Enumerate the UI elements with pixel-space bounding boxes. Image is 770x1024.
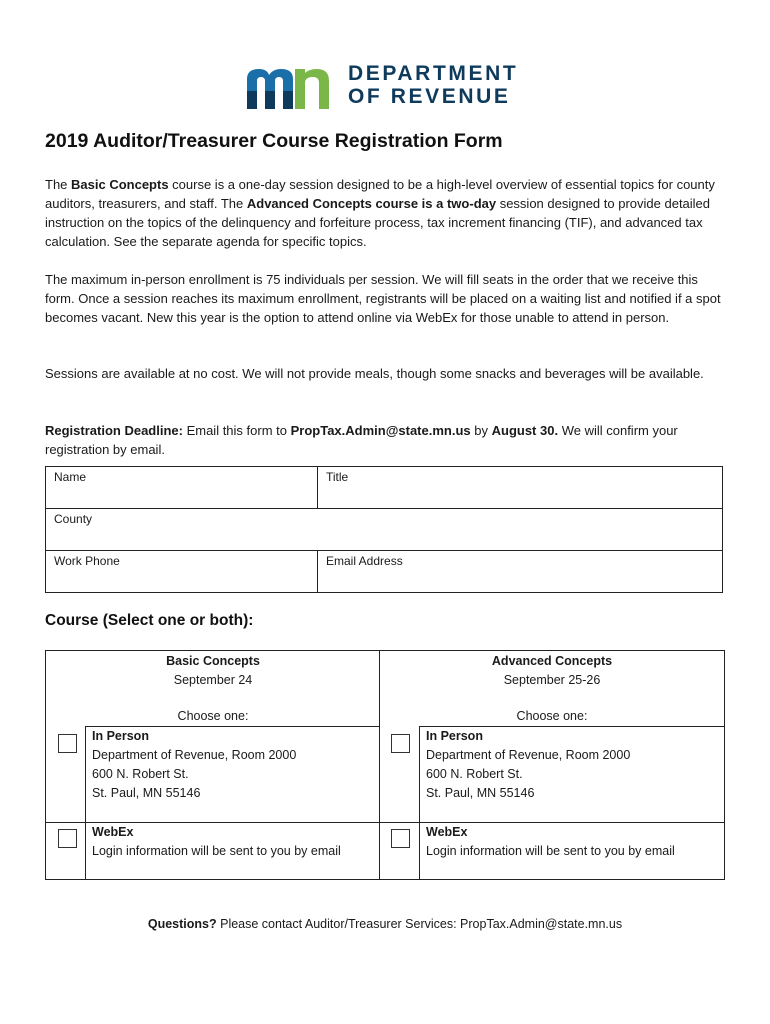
advanced-concepts-bold: Advanced Concepts course is a two-day: [246, 196, 497, 211]
column-divider: [379, 651, 380, 879]
checkbox-column-divider: [85, 726, 86, 879]
address-line: St. Paul, MN 55146: [92, 786, 201, 800]
webex-login-info: Login information will be sent to you by email: [426, 844, 675, 858]
intro-paragraph-cost: Sessions are available at no cost. We will not provide meals, though some snacks and beverages will be available.: [45, 366, 704, 381]
text-fragment: The: [45, 177, 72, 192]
in-person-label: In Person: [92, 729, 149, 743]
basic-choose-one: Choose one:: [177, 709, 249, 723]
address-line: 600 N. Robert St.: [92, 767, 189, 781]
course-selection-table: [45, 650, 725, 880]
intro-paragraph-courses: [45, 175, 725, 251]
deadline-date: August 30.: [491, 423, 559, 438]
advanced-concepts-title: Advanced Concepts: [491, 654, 613, 668]
county-field[interactable]: [46, 509, 723, 551]
email-address-field[interactable]: [318, 551, 723, 593]
questions-footer: [0, 917, 770, 931]
basic-webex-option: [92, 823, 341, 861]
title-field[interactable]: [318, 467, 723, 509]
checkbox-column-divider: [419, 726, 420, 879]
address-line: 600 N. Robert St.: [426, 767, 523, 781]
address-line: Department of Revenue, Room 2000: [426, 748, 631, 762]
basic-concepts-date: September 24: [173, 673, 253, 687]
logo-text-department: DEPARTMENT: [348, 62, 519, 85]
mn-logo-icon: [245, 65, 343, 111]
basic-concepts-bold: Basic Concepts: [71, 177, 169, 192]
advanced-concepts-date: September 25-26: [503, 673, 601, 687]
advanced-webex-option: [426, 823, 675, 861]
name-label: Name: [54, 470, 87, 484]
intro-paragraph-deadline: [45, 421, 725, 459]
advanced-in-person-option: [426, 727, 630, 803]
course-section-heading: Course (Select one or both):: [45, 612, 254, 629]
title-label: Title: [326, 470, 349, 484]
logo-text-revenue: OF REVENUE: [348, 85, 511, 108]
basic-in-person-checkbox[interactable]: [58, 734, 77, 753]
mn-revenue-logo: [245, 63, 530, 113]
webex-label: WebEx: [426, 825, 468, 839]
text-fragment: course is a one-day session designed to be a high-level overview of essential topics for county auditors, treasurers, and staff. The: [45, 177, 715, 211]
registrant-info-table: [45, 466, 723, 593]
text-fragment: Email this form to: [182, 423, 291, 438]
advanced-webex-checkbox[interactable]: [391, 829, 410, 848]
basic-concepts-header: [86, 652, 340, 690]
name-field[interactable]: [46, 467, 318, 509]
county-label: County: [54, 512, 93, 526]
advanced-in-person-checkbox[interactable]: [391, 734, 410, 753]
address-line: Department of Revenue, Room 2000: [92, 748, 297, 762]
webex-login-info: Login information will be sent to you by email: [92, 844, 341, 858]
work-phone-field[interactable]: [46, 551, 318, 593]
work-phone-label: Work Phone: [54, 554, 120, 568]
webex-label: WebEx: [92, 825, 134, 839]
text-fragment: session designed to provide detailed instruction on the topics of the delinquency and forfeiture process, tax increment financing (TIF), and advanced tax calculation. See the separate agenda for specific topics.: [45, 196, 711, 249]
page-title: 2019 Auditor/Treasurer Course Registration Form: [45, 130, 503, 152]
basic-in-person-option: [92, 727, 296, 803]
in-person-label: In Person: [426, 729, 483, 743]
basic-webex-checkbox[interactable]: [58, 829, 77, 848]
basic-concepts-title: Basic Concepts: [166, 654, 260, 668]
text-fragment: by: [470, 423, 492, 438]
intro-paragraph-enrollment: The maximum in-person enrollment is 75 individuals per session. We will fill seats in the order that we receive this form. Once a session reaches its maximum enrollment, registrants will be placed on a waiting list and notified if a spot becomes vacant. New this year is the option to attend online via WebEx for those unable to attend in person.: [45, 272, 721, 325]
email-address-label: Email Address: [326, 554, 403, 568]
advanced-choose-one: Choose one:: [516, 709, 588, 723]
address-line: St. Paul, MN 55146: [426, 786, 535, 800]
questions-label: Questions?: [147, 917, 217, 931]
email-address-link[interactable]: PropTax.Admin@state.mn.us: [290, 423, 471, 438]
deadline-label: Registration Deadline:: [45, 423, 183, 438]
advanced-concepts-header: [422, 652, 682, 690]
contact-text: Please contact Auditor/Treasurer Services: PropTax.Admin@state.mn.us: [216, 917, 623, 931]
text-fragment: We will confirm your registration by email.: [45, 423, 678, 457]
